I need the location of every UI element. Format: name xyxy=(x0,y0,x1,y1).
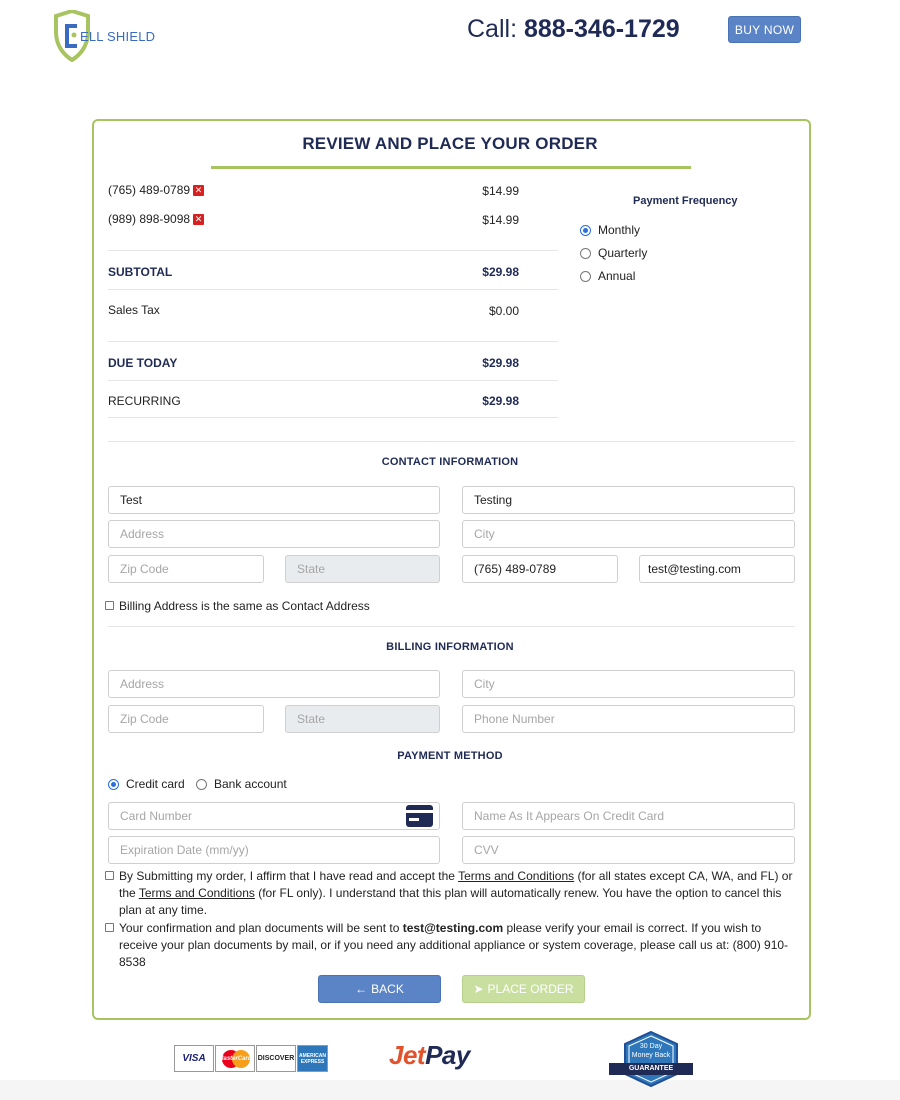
jetpay-right: Pay xyxy=(425,1040,470,1070)
payment-option-credit-card[interactable] xyxy=(108,777,185,791)
card-number-input[interactable] xyxy=(108,802,440,830)
order-line xyxy=(108,183,204,197)
terms-link-fl[interactable]: Terms and Conditions xyxy=(138,886,255,900)
divider xyxy=(108,289,558,290)
terms-row[interactable] xyxy=(105,868,795,919)
visa-logo: VISA xyxy=(174,1045,214,1072)
frequency-label: Monthly xyxy=(598,223,641,237)
billing-phone-input[interactable] xyxy=(462,705,795,733)
call-number[interactable] xyxy=(467,15,680,44)
place-order-label: PLACE ORDER xyxy=(487,982,574,996)
arrow-left-icon: ← xyxy=(355,982,368,996)
line-price: $14.99 xyxy=(482,213,519,227)
contact-section-title: CONTACT INFORMATION xyxy=(381,456,519,468)
frequency-label: Quarterly xyxy=(598,246,648,260)
confirmation-text xyxy=(119,920,795,971)
section-divider xyxy=(108,441,795,442)
billing-same-checkbox[interactable] xyxy=(105,601,114,610)
divider xyxy=(108,250,558,251)
terms-link[interactable]: Terms and Conditions xyxy=(458,869,575,883)
badge-guarantee: GUARANTEE xyxy=(628,1065,674,1072)
line-phone: (765) 489-0789 xyxy=(108,183,191,197)
payment-option-label: Bank account xyxy=(214,777,287,791)
order-line xyxy=(108,212,204,226)
back-button[interactable] xyxy=(318,975,441,1003)
billing-address-input[interactable] xyxy=(108,670,440,698)
contact-city-input[interactable] xyxy=(462,520,795,548)
section-divider xyxy=(108,626,795,627)
tax-label: Sales Tax xyxy=(108,303,160,317)
contact-state-select[interactable] xyxy=(285,555,440,583)
divider xyxy=(108,341,558,342)
confirmation-checkbox[interactable] xyxy=(105,923,114,932)
radio[interactable] xyxy=(196,779,207,790)
jetpay-logo xyxy=(389,1040,470,1071)
amex-logo: AMERICAN EXPRESS xyxy=(297,1045,328,1072)
discover-logo: DISCOVER xyxy=(256,1045,296,1072)
buy-now-button[interactable]: BUY NOW xyxy=(728,16,801,43)
last-name-input[interactable] xyxy=(462,486,795,514)
payment-option-bank-account[interactable] xyxy=(196,777,287,791)
phone-number: 888-346-1729 xyxy=(523,15,680,43)
place-order-button[interactable] xyxy=(462,975,585,1003)
page-bottom-band xyxy=(0,1080,900,1100)
tax-value: $0.00 xyxy=(488,304,519,318)
remove-icon[interactable]: ✕ xyxy=(194,184,203,195)
badge-line: Money Back xyxy=(631,1052,671,1059)
billing-zip-input[interactable] xyxy=(108,705,264,733)
remove-icon[interactable]: ✕ xyxy=(194,213,203,224)
terms-text xyxy=(119,868,795,919)
terms-text-part: (for FL only). I understand that this plan will automatically renew. You have the option to cancel this plan at any time. xyxy=(119,886,782,917)
contact-address-input[interactable] xyxy=(108,520,440,548)
line-phone: (989) 898-9098 xyxy=(108,212,191,226)
mastercard-text: MasterCard xyxy=(218,1055,252,1062)
mastercard-logo xyxy=(215,1045,255,1072)
contact-email-input[interactable] xyxy=(639,555,795,583)
confirmation-text-part: Your confirmation and plan documents will be sent to xyxy=(119,921,403,935)
recurring-label: RECURRING xyxy=(108,394,181,408)
call-prefix: Call: xyxy=(467,15,518,43)
due-today-label: DUE TODAY xyxy=(108,356,178,370)
back-label: BACK xyxy=(371,982,404,996)
credit-card-logos xyxy=(174,1045,329,1072)
recurring-value: $29.98 xyxy=(482,394,519,408)
confirmation-text-part: please verify your email is correct. If you wish to receive your plan documents by mail, or if you need any additional appliance or system coverage, please call us at: (800) 910-8538 xyxy=(119,921,789,969)
billing-section-title: BILLING INFORMATION xyxy=(386,641,514,653)
radio[interactable] xyxy=(580,271,591,282)
divider xyxy=(108,380,558,381)
terms-text-part: (for all states except CA, WA, and FL) or the xyxy=(119,869,793,900)
first-name-input[interactable] xyxy=(108,486,440,514)
title-underline xyxy=(211,166,691,169)
logo-text: ELL SHIELD xyxy=(80,29,156,44)
confirmation-email: test@testing.com xyxy=(402,921,504,935)
radio[interactable] xyxy=(580,248,591,259)
jetpay-left: Jet xyxy=(389,1040,426,1070)
expiration-input[interactable] xyxy=(108,836,440,864)
money-back-guarantee-badge xyxy=(607,1030,695,1088)
billing-same-label: Billing Address is the same as Contact Address xyxy=(119,599,370,613)
terms-text-part: By Submitting my order, I affirm that I have read and accept the xyxy=(119,869,459,883)
cardholder-name-input[interactable] xyxy=(462,802,795,830)
credit-card-icon xyxy=(406,805,433,827)
contact-zip-input[interactable] xyxy=(108,555,264,583)
radio-selected[interactable] xyxy=(108,779,119,790)
subtotal-label: SUBTOTAL xyxy=(108,265,173,279)
payment-option-label: Credit card xyxy=(126,777,185,791)
billing-same-row[interactable] xyxy=(105,598,370,615)
page-title: REVIEW AND PLACE YOUR ORDER xyxy=(302,134,598,153)
due-today-value: $29.98 xyxy=(482,356,519,370)
contact-phone-input[interactable] xyxy=(462,555,618,583)
badge-line: 30 Day xyxy=(639,1043,663,1050)
line-price: $14.99 xyxy=(482,184,519,198)
frequency-label: Annual xyxy=(598,269,636,283)
confirmation-row[interactable] xyxy=(105,920,795,971)
payment-frequency-title: Payment Frequency xyxy=(633,195,738,207)
subtotal-value: $29.98 xyxy=(482,265,519,279)
terms-checkbox[interactable] xyxy=(105,871,114,880)
payment-section-title: PAYMENT METHOD xyxy=(397,750,503,762)
frequency-option-annual[interactable] xyxy=(580,269,635,283)
billing-state-select[interactable] xyxy=(285,705,440,733)
frequency-option-monthly[interactable] xyxy=(580,223,640,237)
badge-text xyxy=(607,1042,695,1060)
cvv-input[interactable] xyxy=(462,836,795,864)
billing-city-input[interactable] xyxy=(462,670,795,698)
paper-plane-icon: ➤ xyxy=(473,982,484,996)
radio-selected[interactable] xyxy=(580,225,591,236)
divider xyxy=(108,417,558,418)
frequency-option-quarterly[interactable] xyxy=(580,246,647,260)
